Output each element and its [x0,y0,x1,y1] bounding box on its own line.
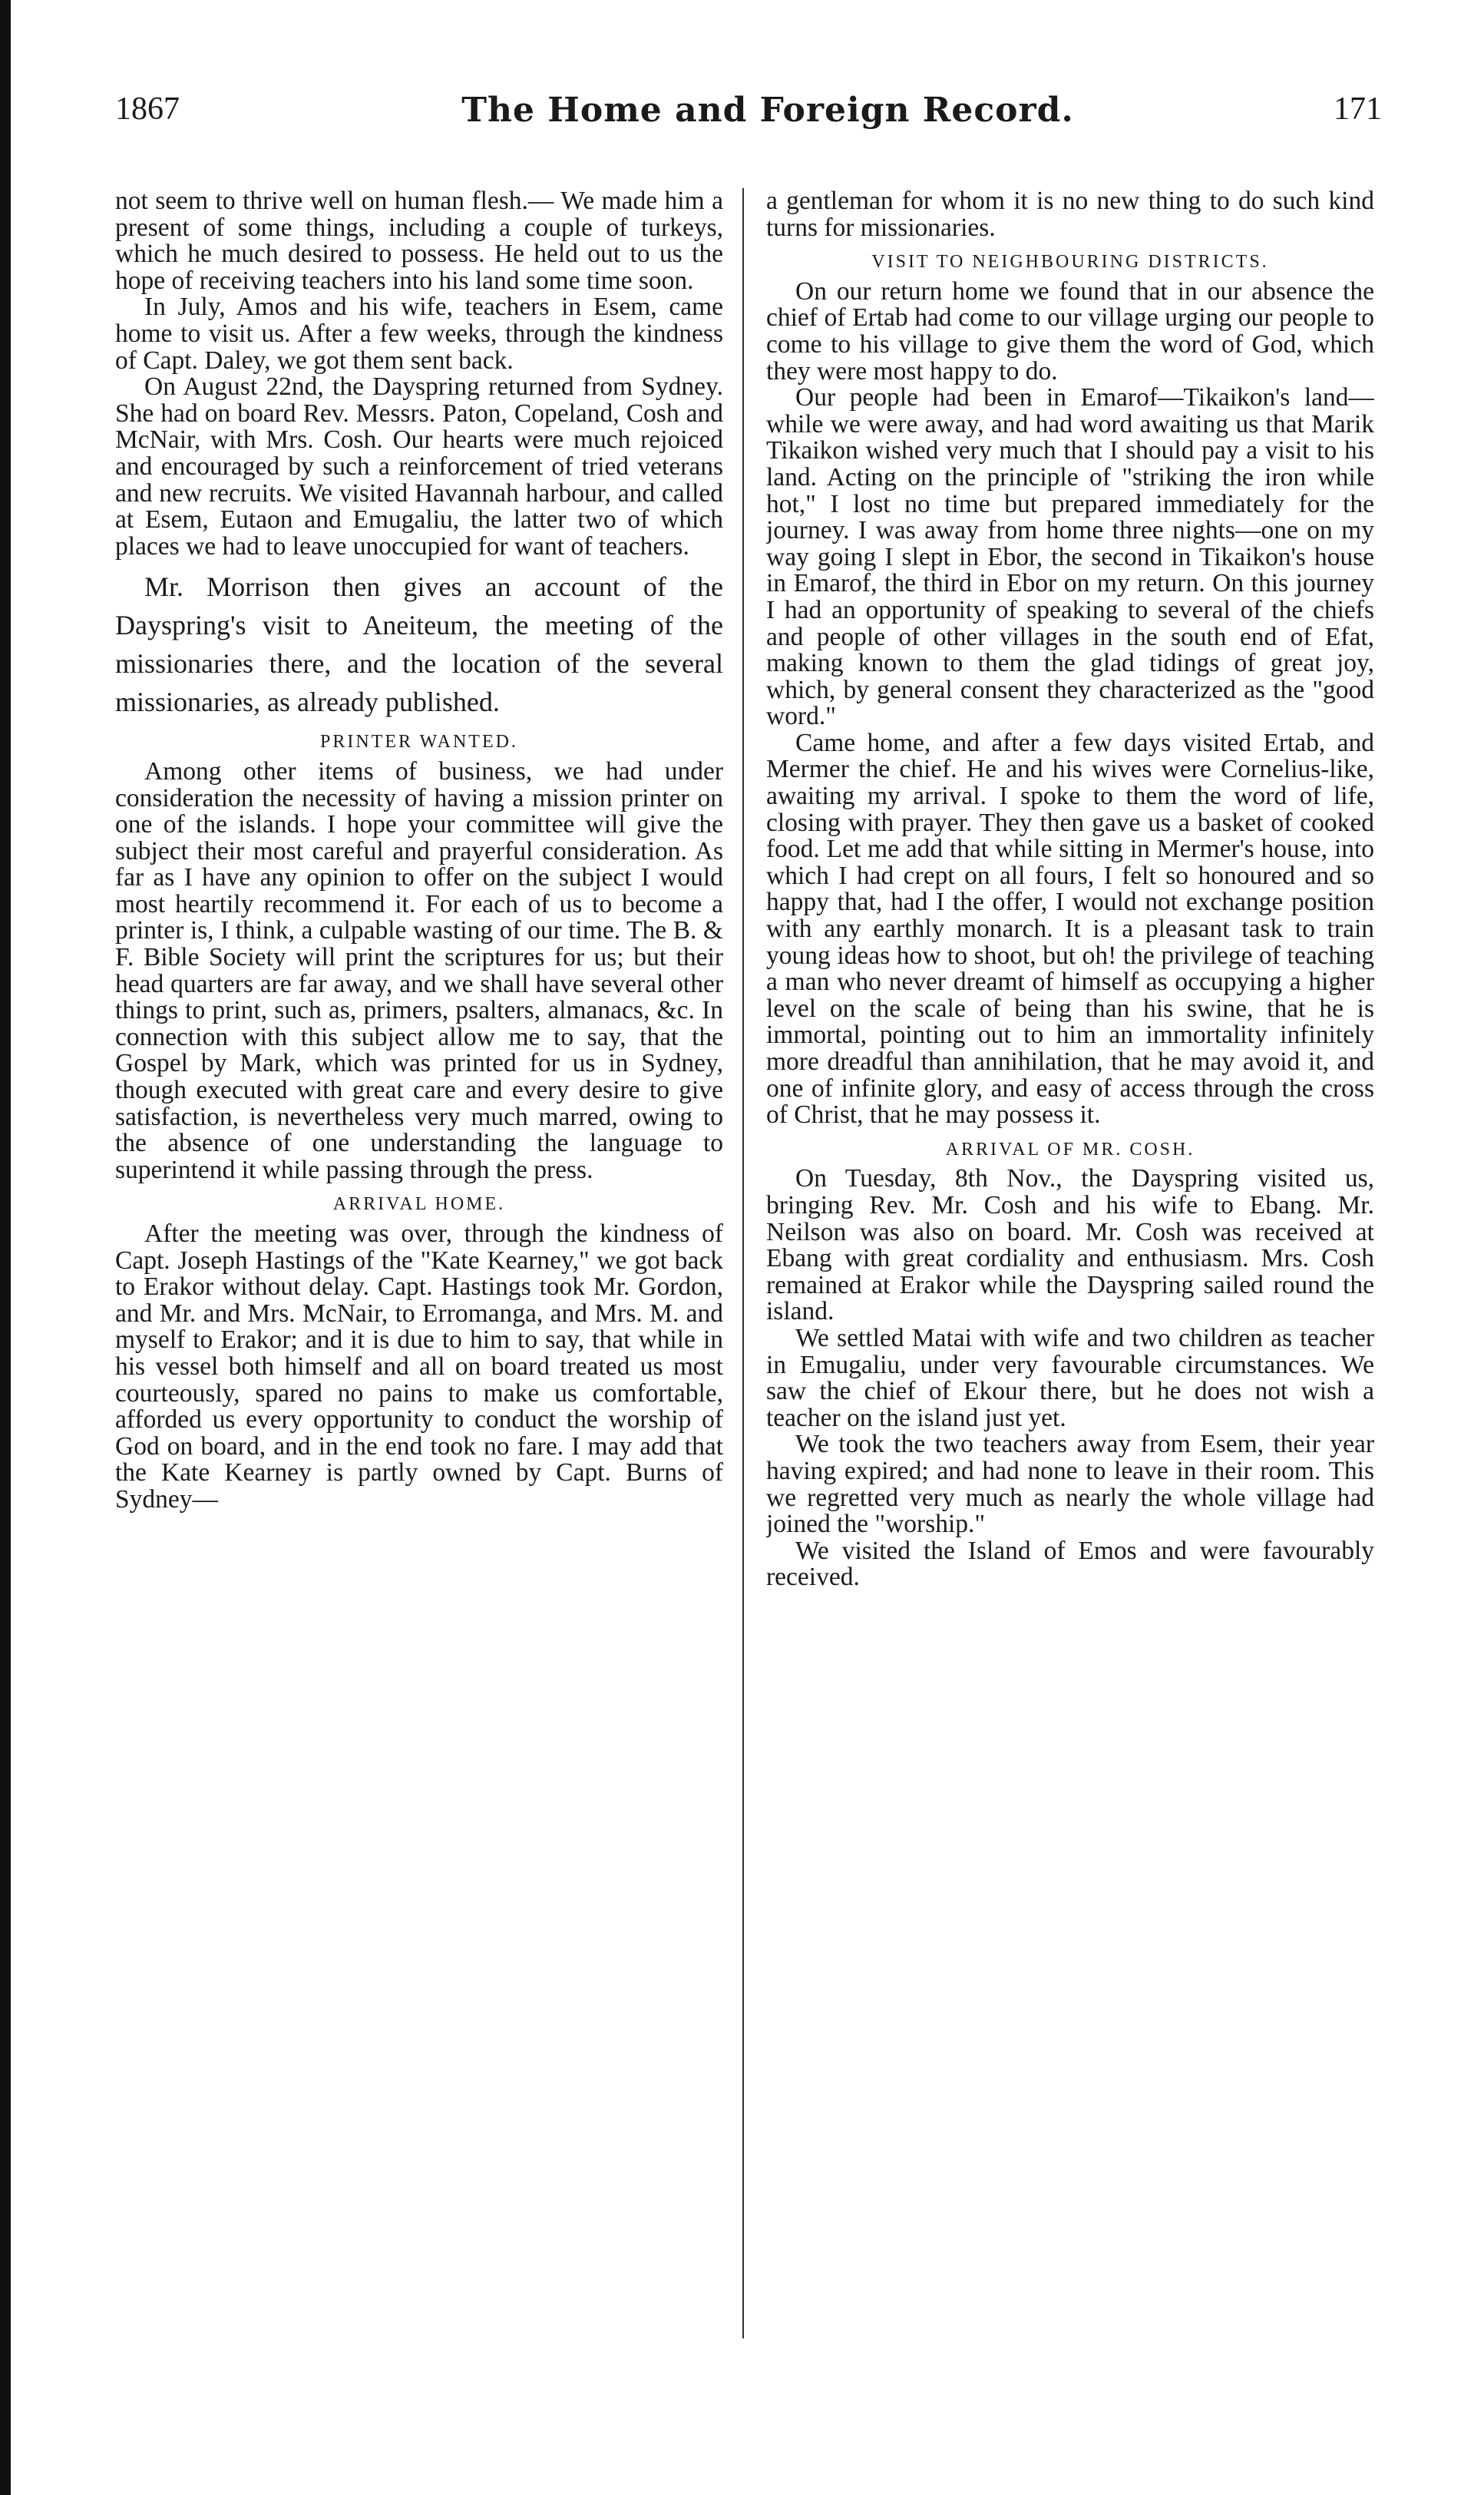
section-heading: VISIT TO NEIGHBOURING DISTRICTS. [871,252,1269,273]
paragraph: On August 22nd, the Dayspring returned from Sydney. She had on board Rev. Messrs. Paton, Copeland, Cosh and McNair, with Mrs. Cosh. Our hearts were much rejoiced and encouraged by such a reinforcement of tried veterans and new recruits. We visited Havannah harbour, and called at Esem, Eutaon and Emugaliu, the latter two of which places we had to leave unoccupied for want of teachers. [115,372,723,561]
left-column [115,188,723,2354]
editorial-note-paragraph: Mr. Morrison then gives an account of the Dayspring's visit to Aneiteum, the meeting of the missionaries there, and the location of the several missionaries, as already published. [115,571,723,718]
paragraph: On our return home we found that in our absence the chief of Ertab had come to our village urging our people to come to his village to give them the word of God, which they were most happy to do. [766,276,1374,386]
page-spine-edge [0,0,11,2495]
column-divider [742,188,744,2338]
paragraph: We visited the Island of Emos and were favourably received. [766,1536,1374,1592]
paragraph: On Tuesday, 8th Nov., the Dayspring visited us, bringing Rev. Mr. Cosh and his wife to Ebang. Mr. Neilson was also on board. Mr. Cosh was received at Ebang with great cordiality and enthusiasm. Mrs. Cosh remained at Erakor while the Dayspring sailed round the island. [766,1164,1374,1326]
paragraph: After the meeting was over, through the kindness of Capt. Joseph Hastings of the "Kate Kearney," we got back to Erakor without delay. Capt. Hastings took Mr. Gordon, and Mr. and Mrs. McNair, to Erromanga, and Mrs. M. and myself to Erakor; and it is due to him to say, that while in his vessel both himself and all on board treated us most courteously, spared no pains to make us comfortable, afforded us every opportunity to conduct the worship of God on board, and in the end took no fare. I may add that the Kate Kearney is partly owned by Capt. Burns of Sydney— [115,1219,723,1514]
paragraph: We took the two teachers away from Esem, their year having expired; and had none to leave in their room. This we regretted very much as nearly the whole village had joined the "worship." [766,1430,1374,1539]
header-year: 1867 [115,91,180,127]
paragraph: not seem to thrive well on human flesh.— We made him a present of some things, including a couple of turkeys, which he much desired to possess. He held out to us the hope of receiving teachers into his land some time soon. [115,188,723,295]
paragraph: In July, Amos and his wife, teachers in Esem, came home to visit us. After a few weeks, through the kindness of Capt. Daley, we got them sent back. [115,293,723,375]
paragraph: Came home, and after a few days visited Ertab, and Mermer the chief. He and his wives were Cornelius-like, awaiting my arrival. I spoke to them the word of life, closing with prayer. They then gave us a basket of cooked food. Let me add that while sitting in Mermer's house, into which I had crept on all fours, I felt so honoured and so happy that, had I the offer, I would not exchange position with any earthly monarch. It is a pleasant task to train young ideas how to shoot, but oh! the privilege of teaching a man who never dreamt of himself as occupying a higher level on the scale of being than his swine, that he is immortal, pointing out to him an immortality infinitely more dreadful than annihilation, that he may avoid it, and one of infinite glory, and easy of access through the cross of Christ, that he may possess it. [766,728,1374,1130]
paragraph: We settled Matai with wife and two children as teacher in Emugaliu, under very favourable circumstances. We saw the chief of Ekour there, but he does not wish a teacher on the island just yet. [766,1323,1374,1432]
journal-title: The Home and Foreign Record. [461,91,1074,130]
paragraph: a gentleman for whom it is no new thing to do such kind turns for missionaries. [766,188,1374,242]
section-heading: ARRIVAL HOME. [332,1194,506,1215]
running-header [115,91,1382,144]
right-column [766,188,1374,2354]
paragraph: Our people had been in Emarof—Tikaikon's land—while we were away, and had word awaiting us that Marik Tikaikon wished very much that I should pay a visit to his land. Acting on the principle of "striking the iron while hot," I lost no time but prepared immediately for the journey. I was away from home three nights—one on my way going I slept in Ebor, the second in Tikaikon's house in Emarof, the third in Ebor on my return. On this journey I had an opportunity of speaking to several of the chiefs and people of other villages in the south end of Efat, making known to them the glad tidings of great joy, which, by general consent they characterized as the "good word." [766,383,1374,731]
page-number: 171 [1334,91,1382,127]
section-heading: PRINTER WANTED. [320,732,518,753]
section-heading: ARRIVAL OF MR. COSH. [945,1139,1195,1160]
paragraph: Among other items of business, we had under consideration the necessity of having a mission printer on one of the islands. I hope your committee will give the subject their most careful and prayerful consideration. As far as I have any opinion to offer on the subject I would most heartily recommend it. For each of us to become a printer is, I think, a culpable wasting of our time. The B. & F. Bible Society will print the scriptures for us; but their head quarters are far away, and we shall have several other things to print, such as, primers, psalters, almanacs, &c. In connection with this subject allow me to say, that the Gospel by Mark, which was printed for us in Sydney, though executed with great care and every desire to give satisfaction, is nevertheless very much marred, owing to the absence of one understanding the language to superintend it while passing through the press. [115,756,723,1184]
